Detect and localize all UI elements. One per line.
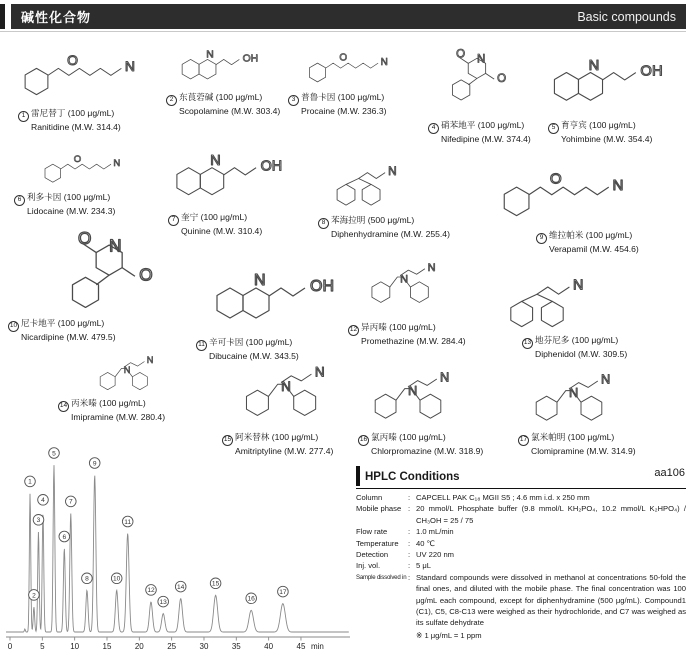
- compound-label-cn: 9 维拉帕米 (100 μg/mL): [536, 230, 639, 244]
- chemical-structure: [156, 138, 304, 210]
- chemical-structure: [222, 355, 357, 427]
- hplc-row-value: 20 mmol/L Phosphate buffer (9.8 mmol/L KH₂PO₄, 10.2 mmol/L K₂HPO₄) / CH₃OH = 25 / 75: [416, 504, 686, 525]
- hplc-row-label: Inj. vol.: [356, 561, 381, 571]
- hplc-row: [356, 538, 686, 549]
- compound-label-en: Ranitidine (M.W. 314.4): [31, 121, 121, 132]
- compound-label-cn: 15 阿米替林 (100 μg/mL): [222, 432, 333, 446]
- svg-text:O: O: [339, 52, 348, 64]
- hplc-row-value: UV 220 nm: [416, 549, 454, 559]
- compound-label: [166, 92, 280, 116]
- compound-label: [522, 335, 627, 359]
- compound-label-cn: 5 育亨宾 (100 μg/mL): [548, 120, 652, 134]
- compound-name-cn: 辛可卡因: [209, 337, 244, 347]
- peak-marker-3: [33, 515, 44, 526]
- svg-text:N: N: [146, 355, 154, 366]
- hplc-conditions-panel: [356, 466, 686, 640]
- svg-text:13: 13: [159, 598, 167, 606]
- chemical-structure: [418, 36, 533, 118]
- chemical-structure: [18, 142, 150, 190]
- compound-name-cn: 阿米替林: [235, 432, 270, 442]
- header-edge-bar: [0, 4, 5, 29]
- svg-text:OH: OH: [260, 158, 283, 175]
- svg-text:N: N: [573, 277, 584, 294]
- hplc-row-colon: :: [408, 549, 411, 559]
- svg-text:12: 12: [147, 587, 155, 595]
- hplc-row-colon: :: [408, 561, 411, 571]
- svg-text:9: 9: [92, 460, 97, 468]
- compound-name-cn: 尼卡地平: [21, 318, 56, 328]
- svg-text:O: O: [497, 73, 507, 86]
- svg-text:5: 5: [52, 450, 56, 458]
- x-axis-tick-label: 0: [7, 642, 13, 651]
- svg-text:N: N: [588, 57, 600, 74]
- peak-marker-14: [175, 581, 186, 592]
- compound-number-badge: 14: [58, 401, 69, 412]
- hplc-row: [356, 526, 686, 537]
- svg-text:O: O: [456, 48, 466, 61]
- compound-name-cn: 地芬尼多: [535, 335, 570, 345]
- peak-marker-7: [66, 496, 77, 507]
- hplc-row: [356, 549, 686, 560]
- page-title-cn: 碱性化合物: [21, 10, 92, 25]
- compound-number-badge: 2: [166, 95, 177, 106]
- hplc-footnote: ※ 1 μg/mL = 1 ppm: [416, 630, 482, 640]
- chemical-structure: [158, 38, 283, 90]
- peak-marker-6: [59, 531, 70, 542]
- svg-text:OH: OH: [310, 278, 334, 295]
- compound-name-cn: 氯米帕明: [531, 432, 566, 442]
- hplc-row-colon: :: [408, 504, 411, 514]
- hplc-row-colon: :: [408, 527, 411, 537]
- svg-text:6: 6: [62, 533, 67, 541]
- svg-text:2: 2: [32, 592, 36, 600]
- svg-text:N: N: [476, 53, 486, 66]
- compound-label-en: Quinine (M.W. 310.4): [181, 225, 263, 236]
- svg-text:7: 7: [68, 498, 73, 506]
- hplc-row-label: Column: [356, 493, 383, 502]
- page-title-en: Basic compounds: [577, 9, 676, 24]
- svg-text:OH: OH: [242, 53, 259, 65]
- hplc-row-value: Standard compounds were dissolved in methanol at concentrations 50-fold the final ones, and diluted with the mobile phase. The final concentration was 100 μg/mL each compound, except for diphenhydramine (500 μg/mL). Compound1 (C1), C5, C8-C13 were weighed as their hydrochloride, and C7 was weighed as its sulfate dehydrate: [416, 572, 686, 628]
- compound-label-cn: 4 硝苯地平 (100 μg/mL): [428, 120, 531, 134]
- svg-text:N: N: [123, 365, 131, 375]
- chemical-structure: [8, 230, 206, 316]
- peak-marker-15: [210, 578, 221, 589]
- peak-marker-8: [82, 573, 93, 584]
- peak-marker-13: [158, 596, 169, 607]
- x-axis-tick-label: 25: [167, 642, 177, 651]
- peak-marker-17: [278, 586, 289, 597]
- compound-number-badge: 6: [14, 195, 25, 206]
- svg-text:11: 11: [124, 518, 132, 526]
- hplc-row-colon: :: [408, 538, 411, 548]
- hplc-row-label: Mobile phase: [356, 504, 402, 514]
- compound-label: [288, 92, 387, 116]
- svg-text:N: N: [388, 163, 397, 178]
- hplc-row-label: Temperature: [356, 538, 399, 548]
- compound-label-en: Scopolamine (M.W. 303.4): [179, 105, 281, 116]
- svg-text:N: N: [210, 153, 221, 169]
- hplc-row-value: 1.0 mL/min: [416, 527, 454, 537]
- svg-text:O: O: [139, 264, 153, 285]
- chemical-structure: [535, 40, 683, 118]
- compound-name-cn: 普鲁卡因: [301, 92, 336, 102]
- svg-text:N: N: [601, 371, 611, 387]
- compound-number-badge: 16: [358, 435, 369, 446]
- compound-number-badge: 7: [168, 215, 179, 226]
- svg-text:3: 3: [36, 517, 41, 525]
- svg-text:N: N: [281, 379, 291, 394]
- x-axis-tick-label: 35: [231, 642, 241, 651]
- compound-name-cn: 奎宁: [181, 212, 199, 222]
- svg-text:4: 4: [41, 497, 45, 505]
- page-header: [11, 4, 686, 29]
- chemical-structure: [462, 260, 657, 332]
- compound-label: [58, 398, 165, 422]
- x-axis-tick-label: 5: [40, 642, 45, 651]
- compound-label-en: Clomipramine (M.W. 314.9): [531, 445, 636, 456]
- compound-number-badge: 9: [536, 233, 547, 244]
- compound-name-cn: 利多卡因: [27, 192, 62, 202]
- compound-label: [348, 322, 466, 346]
- svg-text:OH: OH: [640, 63, 663, 80]
- svg-text:N: N: [124, 58, 136, 74]
- compound-label: [318, 215, 450, 239]
- compound-label: [536, 230, 639, 254]
- compound-label-cn: 17 氯米帕明 (100 μg/mL): [518, 432, 636, 446]
- header-divider: [0, 31, 686, 32]
- compound-name-cn: 育亨宾: [561, 120, 587, 130]
- hplc-conditions-header: [356, 466, 686, 489]
- hplc-conditions-title: HPLC Conditions: [365, 471, 460, 483]
- svg-text:N: N: [206, 49, 214, 61]
- svg-text:17: 17: [279, 588, 287, 596]
- compound-number-badge: 11: [196, 340, 207, 351]
- svg-text:O: O: [73, 153, 82, 165]
- peak-marker-9: [89, 458, 100, 469]
- compound-number-badge: 15: [222, 435, 233, 446]
- peak-marker-16: [246, 593, 257, 604]
- compound-label: [8, 318, 116, 342]
- peak-marker-10: [111, 573, 122, 584]
- svg-text:10: 10: [113, 575, 121, 583]
- compound-label-cn: 12 异丙嗪 (100 μg/mL): [348, 322, 466, 336]
- chemical-structure: [488, 365, 666, 429]
- chemical-structure: [352, 360, 480, 430]
- svg-text:8: 8: [85, 575, 89, 583]
- compound-label-en: Nicardipine (M.W. 479.5): [21, 331, 116, 342]
- compound-label-en: Diphenidol (M.W. 309.5): [535, 348, 628, 359]
- compound-name-cn: 硝苯地平: [441, 120, 476, 130]
- svg-text:N: N: [440, 369, 450, 385]
- peak-marker-11: [122, 516, 133, 527]
- hplc-row-label: Flow rate: [356, 527, 388, 537]
- svg-text:N: N: [427, 261, 436, 274]
- svg-text:N: N: [400, 273, 409, 286]
- x-axis-tick-label: 20: [134, 642, 144, 651]
- peak-marker-2: [29, 590, 40, 601]
- compound-number-badge: 4: [428, 123, 439, 134]
- svg-text:N: N: [408, 383, 418, 398]
- compound-number-badge: 17: [518, 435, 529, 446]
- chemical-structure: [286, 40, 414, 90]
- chemical-structure: [52, 350, 207, 396]
- svg-text:O: O: [67, 51, 79, 68]
- chemical-structure: [450, 152, 682, 228]
- compound-number-badge: 5: [548, 123, 559, 134]
- x-axis-tick-label: 10: [70, 642, 80, 651]
- chemical-structure: [195, 255, 357, 335]
- compound-name-cn: 东莨菪碱: [179, 92, 214, 102]
- hplc-row: [356, 560, 686, 571]
- compound-number-badge: 12: [348, 325, 359, 336]
- hplc-row-value: 5 μL: [416, 561, 431, 571]
- chemical-structure: [352, 245, 462, 320]
- chemical-structure: [318, 146, 436, 214]
- compound-name-cn: 维拉帕米: [549, 230, 584, 240]
- hplc-row: [356, 492, 686, 503]
- svg-text:1: 1: [28, 478, 32, 486]
- compound-label-cn: 2 东莨菪碱 (100 μg/mL): [166, 92, 280, 106]
- compound-label: [518, 432, 636, 456]
- compound-label: [18, 108, 121, 132]
- compound-label-cn: 16 氯丙嗪 (100 μg/mL): [358, 432, 483, 446]
- compound-label-en: Amitriptyline (M.W. 277.4): [235, 445, 334, 456]
- compound-label-cn: 14 丙米嗪 (100 μg/mL): [58, 398, 165, 412]
- hplc-row: [356, 572, 686, 629]
- compound-label-en: Nifedipine (M.W. 374.4): [441, 133, 531, 144]
- compound-label-cn: 11 辛可卡因 (100 μg/mL): [196, 337, 299, 351]
- hplc-row-label: Sample dissolved in: [356, 573, 407, 581]
- x-axis-tick-label: 30: [199, 642, 209, 651]
- svg-text:O: O: [549, 170, 562, 188]
- compound-label-en: Verapamil (M.W. 454.6): [549, 243, 639, 254]
- svg-text:O: O: [77, 230, 92, 248]
- compound-label: [14, 192, 115, 216]
- compound-number-badge: 1: [18, 111, 29, 122]
- compound-name-cn: 雷尼替丁: [31, 108, 66, 118]
- peak-marker-4: [38, 495, 49, 506]
- hplc-row-value: 40 ℃: [416, 538, 436, 548]
- svg-text:N: N: [612, 177, 624, 194]
- x-axis-tick-label: 45: [296, 642, 306, 651]
- compound-label-en: Dibucaine (M.W. 343.5): [209, 350, 299, 361]
- chemical-structure: [8, 36, 156, 106]
- x-axis-tick-label: 15: [102, 642, 112, 651]
- compound-number-badge: 8: [318, 218, 329, 229]
- compound-label-en: Procaine (M.W. 236.3): [301, 105, 387, 116]
- peak-marker-12: [146, 585, 157, 596]
- svg-text:N: N: [113, 158, 121, 169]
- hplc-row-value: CAPCELL PAK C₁₈ MGII S5 ; 4.6 mm i.d. x 250 mm: [416, 493, 590, 502]
- compound-label: [358, 432, 483, 456]
- compound-name-cn: 氯丙嗪: [371, 432, 397, 442]
- hplc-code-badge: aa106: [654, 467, 685, 479]
- compound-number-badge: 3: [288, 95, 299, 106]
- chromatogram-trace: [6, 465, 349, 632]
- svg-text:14: 14: [177, 583, 185, 591]
- compound-label-cn: 3 普鲁卡因 (100 μg/mL): [288, 92, 387, 106]
- svg-text:N: N: [254, 272, 266, 289]
- peak-marker-5: [49, 448, 60, 459]
- hplc-row-colon: :: [408, 493, 411, 502]
- compound-label-en: Promethazine (M.W. 284.4): [361, 335, 466, 346]
- hplc-row-colon: :: [408, 572, 411, 582]
- compound-label-cn: 6 利多卡因 (100 μg/mL): [14, 192, 115, 206]
- compound-label-en: Diphenhydramine (M.W. 255.4): [331, 228, 450, 239]
- hplc-row: [356, 503, 686, 526]
- svg-text:15: 15: [211, 580, 220, 588]
- compound-label-cn: 8 苯海拉明 (500 μg/mL): [318, 215, 450, 229]
- compound-number-badge: 10: [8, 321, 19, 332]
- compound-label-en: Chlorpromazine (M.W. 318.9): [371, 445, 484, 456]
- hplc-row-label: Detection: [356, 549, 389, 559]
- svg-text:N: N: [314, 364, 325, 380]
- compound-label-en: Imipramine (M.W. 280.4): [71, 411, 166, 422]
- chromatogram-chart: [0, 444, 355, 657]
- compound-name-cn: 异丙嗪: [361, 322, 387, 332]
- compound-label: [428, 120, 531, 144]
- compound-label-cn: 1 雷尼替丁 (100 μg/mL): [18, 108, 121, 122]
- hplc-header-accent-bar: [356, 466, 360, 486]
- x-axis-tick-label: 40: [264, 642, 274, 651]
- svg-text:N: N: [569, 385, 579, 400]
- compound-label-en: Yohimbine (M.W. 354.4): [561, 133, 653, 144]
- compound-label-cn: 10 尼卡地平 (100 μg/mL): [8, 318, 116, 332]
- x-axis-unit-label: min: [310, 642, 324, 651]
- compound-number-badge: 13: [522, 338, 533, 349]
- svg-text:N: N: [109, 235, 122, 256]
- compound-name-cn: 丙米嗪: [71, 398, 97, 408]
- hplc-conditions-table: [356, 492, 686, 629]
- compound-name-cn: 苯海拉明: [331, 215, 366, 225]
- compound-label: [548, 120, 652, 144]
- compound-label-cn: 7 奎宁 (100 μg/mL): [168, 212, 262, 226]
- compound-label-en: Lidocaine (M.W. 234.3): [27, 205, 116, 216]
- svg-text:16: 16: [247, 595, 255, 603]
- svg-text:N: N: [380, 57, 388, 68]
- peak-marker-1: [25, 476, 36, 487]
- compound-label-cn: 13 地芬尼多 (100 μg/mL): [522, 335, 627, 349]
